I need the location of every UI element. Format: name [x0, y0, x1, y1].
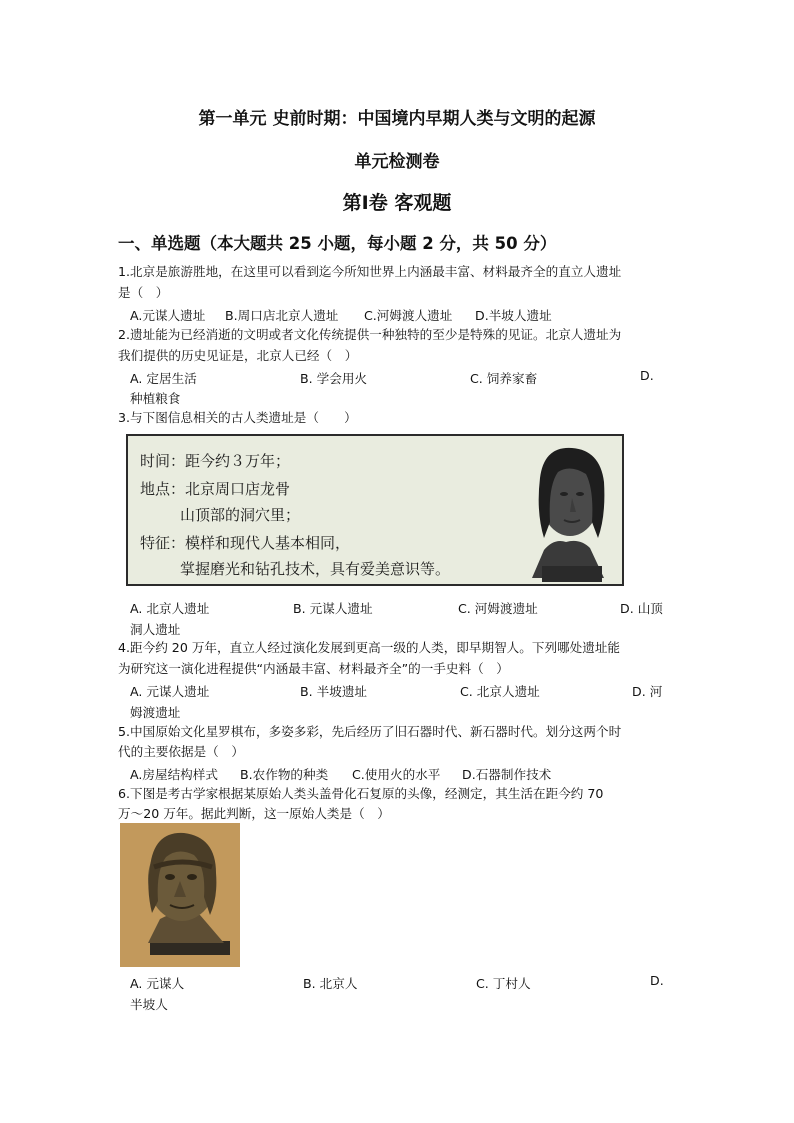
figure-line-location-cont: 山顶部的洞穴里； — [180, 506, 301, 524]
q6-option-a: A. 元谋人 — [130, 976, 185, 991]
q4-option-d-text: 姆渡遗址 — [130, 705, 181, 720]
q6-option-c: C. 丁村人 — [476, 976, 531, 991]
q4-stem-line1: 4.距今约 20 万年，直立人经过演化发展到更高一级的人类，即早期智人。下列哪处遗址能 — [118, 640, 621, 655]
q6-stem-line2: 万～20 万年。据此判断，这一原始人类是（ ） — [118, 806, 390, 821]
q2-stem-line1: 2.遗址能为已经消逝的文明或者文化传统提供一种独特的至少是特殊的见证。北京人遗址为 — [118, 327, 622, 342]
figure-line-time: 时间：距今约３万年； — [140, 452, 291, 470]
q4-stem-line2: 为研究这一演化进程提供“内涵最丰富、材料最齐全”的一手史料（ ） — [118, 661, 509, 676]
q6-option-d-text: 半坡人 — [130, 997, 168, 1012]
q2-stem-line2: 我们提供的历史见证是，北京人已经（ ） — [118, 348, 358, 363]
paper-title: 单元检测卷 — [354, 152, 440, 172]
bronze-bust-image — [120, 823, 240, 967]
q3-option-a: A. 北京人遗址 — [130, 601, 210, 616]
q1-stem-line2: 是（ ） — [118, 285, 169, 300]
q2-option-d-text: 种植粮食 — [130, 391, 181, 406]
q3-option-d: D. 山顶 — [620, 601, 663, 616]
figure-line-feature-cont: 掌握磨光和钻孔技术，具有爱美意识等。 — [180, 560, 451, 578]
q2-option-d: D. — [640, 368, 654, 383]
q4-option-a: A. 元谋人遗址 — [130, 684, 210, 699]
q6-stem-line1: 6.下图是考古学家根据某原始人类头盖骨化石复原的头像，经测定，其生活在距今约 70 — [118, 786, 604, 801]
unit-title: 第一单元 史前时期：中国境内早期人类与文明的起源 — [198, 109, 596, 129]
q6-option-b: B. 北京人 — [303, 976, 358, 991]
peking-man-bust-photo — [120, 823, 240, 967]
q5-stem-line2: 代的主要依据是（ ） — [118, 744, 244, 759]
q4-option-d: D. 河 — [632, 684, 663, 699]
q3-option-b: B. 元谋人遗址 — [293, 601, 373, 616]
q2-option-c: C. 饲养家畜 — [470, 371, 538, 386]
upper-cave-man-bust-image — [514, 438, 618, 584]
figure-line-feature: 特征：模样和现代人基本相同， — [140, 534, 351, 552]
q3-info-figure — [126, 434, 624, 586]
q3-option-c: C. 河姆渡遗址 — [458, 601, 538, 616]
q5-option-b: B.农作物的种类 — [240, 767, 329, 782]
q5-option-d: D.石器制作技术 — [462, 767, 552, 782]
q1-option-d: D.半坡人遗址 — [475, 308, 552, 323]
q6-option-d: D. — [650, 973, 664, 988]
q5-option-a: A.房屋结构样式 — [130, 767, 218, 782]
q1-stem-line1: 1.北京是旅游胜地，在这里可以看到迄今所知世界上内涵最丰富、材料最齐全的直立人遗址 — [118, 264, 622, 279]
q3-stem: 3.与下图信息相关的古人类遗址是（ ） — [118, 410, 357, 425]
q2-option-a: A. 定居生活 — [130, 371, 197, 386]
q4-option-c: C. 北京人遗址 — [460, 684, 540, 699]
figure-line-location: 地点：北京周口店龙骨 — [140, 480, 291, 498]
q5-option-c: C.使用火的水平 — [352, 767, 441, 782]
q3-option-d-text: 洞人遗址 — [130, 622, 181, 637]
q4-option-b: B. 半坡遗址 — [300, 684, 368, 699]
q1-option-a: A.元谋人遗址 — [130, 308, 206, 323]
q1-option-c: C.河姆渡人遗址 — [364, 308, 453, 323]
section-heading: 一、单选题（本大题共 25 小题，每小题 2 分，共 50 分） — [118, 234, 557, 253]
q2-option-b: B. 学会用火 — [300, 371, 368, 386]
q5-stem-line1: 5.中国原始文化星罗棋布，多姿多彩，先后经历了旧石器时代、新石器时代。划分这两个时 — [118, 724, 622, 739]
q1-option-b: B.周口店北京人遗址 — [225, 308, 339, 323]
volume-title: 第Ⅰ卷 客观题 — [342, 192, 452, 214]
